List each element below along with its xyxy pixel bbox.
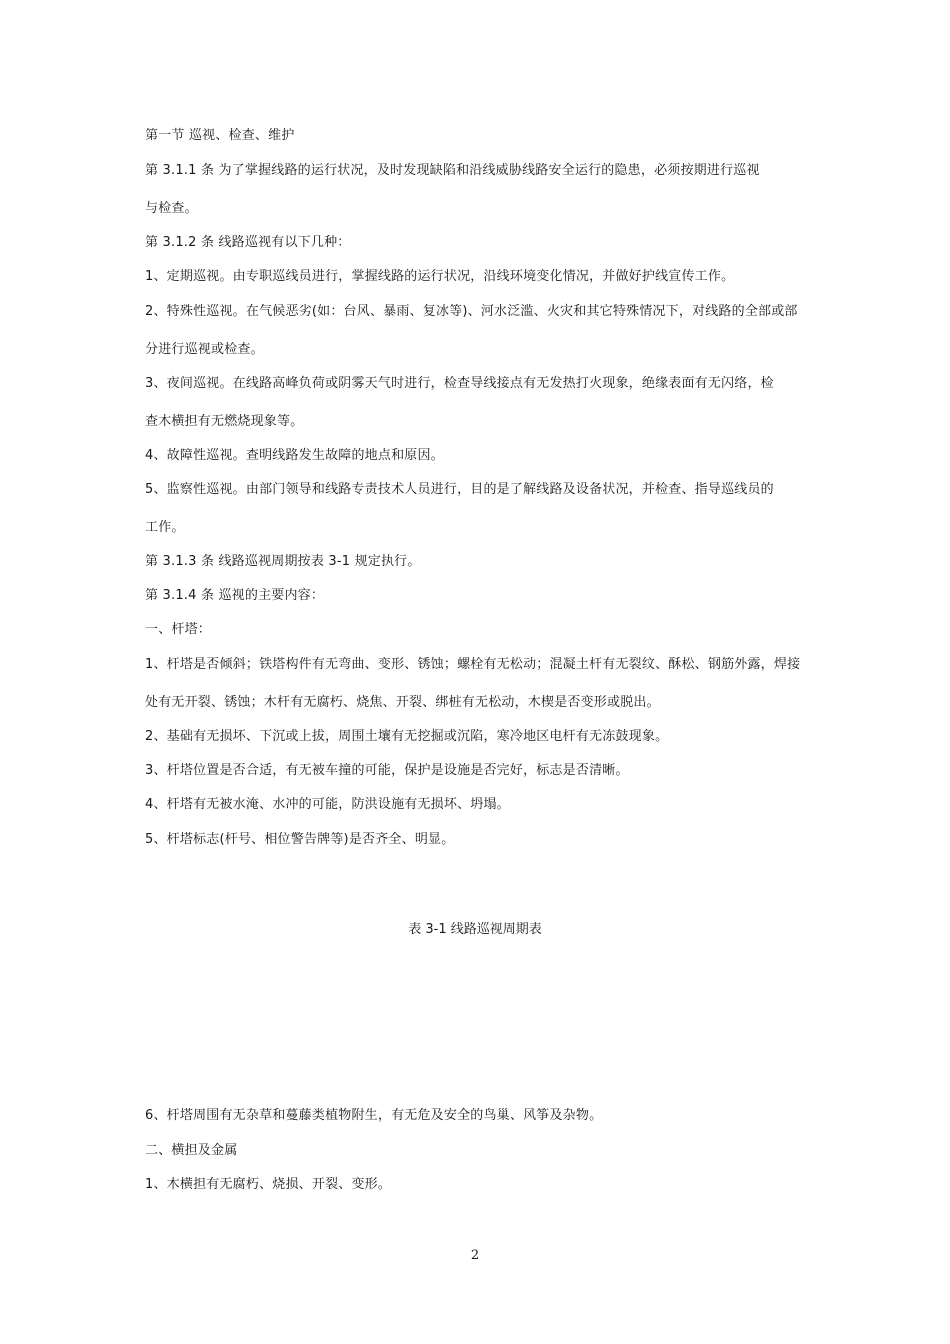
paragraph-line: 1、木横担有无腐朽、烧损、开裂、变形。 [145, 1177, 392, 1192]
paragraph-line: 3、杆塔位置是否合适，有无被车撞的可能，保护是设施是否完好，标志是否清晰。 [145, 763, 629, 778]
paragraph-line: 处有无开裂、锈蚀；木杆有无腐朽、烧焦、开裂、绑桩有无松动，木楔是否变形或脱出。 [145, 695, 660, 710]
paragraph-line: 2、特殊性巡视。在气候恶劣(如：台风、暴雨、复冰等)、河水泛滥、火灾和其它特殊情况下，对线路的全部或部 [145, 304, 798, 319]
paragraph-line: 2、基础有无损坏、下沉或上拔，周围土壤有无挖掘或沉陷，寒冷地区电杆有无冻鼓现象。 [145, 729, 669, 744]
paragraph-line: 查木横担有无燃烧现象等。 [145, 414, 304, 429]
paragraph-line: 一、杆塔： [145, 622, 212, 637]
paragraph-line: 1、定期巡视。由专职巡线员进行，掌握线路的运行状况，沿线环境变化情况，并做好护线宣传工作。 [145, 269, 735, 284]
paragraph-line: 工作。 [145, 520, 185, 535]
page-number: 2 [470, 1248, 480, 1263]
paragraph-line: 4、杆塔有无被水淹、水冲的可能，防洪设施有无损坏、坍塌。 [145, 797, 510, 812]
paragraph-line: 5、杆塔标志(杆号、相位警告牌等)是否齐全、明显。 [145, 832, 455, 847]
paragraph-line: 第 3.1.3 条 线路巡视周期按表 3-1 规定执行。 [145, 554, 421, 569]
section-heading: 第一节 巡视、检查、维护 [145, 128, 295, 143]
paragraph-line: 二、横担及金属 [145, 1143, 238, 1158]
paragraph-line: 4、故障性巡视。查明线路发生故障的地点和原因。 [145, 448, 444, 463]
paragraph-line: 5、监察性巡视。由部门领导和线路专责技术人员进行，目的是了解线路及设备状况，并检查、指导巡线员的 [145, 482, 774, 497]
paragraph-line: 6、杆塔周围有无杂草和蔓藤类植物附生，有无危及安全的鸟巢、风筝及杂物。 [145, 1108, 603, 1123]
paragraph-line: 1、杆塔是否倾斜；铁塔构件有无弯曲、变形、锈蚀；螺栓有无松动；混凝土杆有无裂纹、酥松、钢筋外露，焊接 [145, 657, 801, 672]
paragraph-line: 3、夜间巡视。在线路高峰负荷或阴雾天气时进行，检查导线接点有无发热打火现象，绝缘表面有无闪络，检 [145, 376, 774, 391]
paragraph-line: 分进行巡视或检查。 [145, 342, 264, 357]
table-caption: 表 3-1 线路巡视周期表 [408, 922, 542, 937]
paragraph-line: 第 3.1.2 条 线路巡视有以下几种： [145, 235, 351, 250]
paragraph-line: 第 3.1.4 条 巡视的主要内容： [145, 588, 325, 603]
paragraph-line: 与检查。 [145, 201, 198, 216]
paragraph-line: 第 3.1.1 条 为了掌握线路的运行状况，及时发现缺陷和沿线威胁线路安全运行的隐患，必须按期进行巡视 [145, 163, 760, 178]
